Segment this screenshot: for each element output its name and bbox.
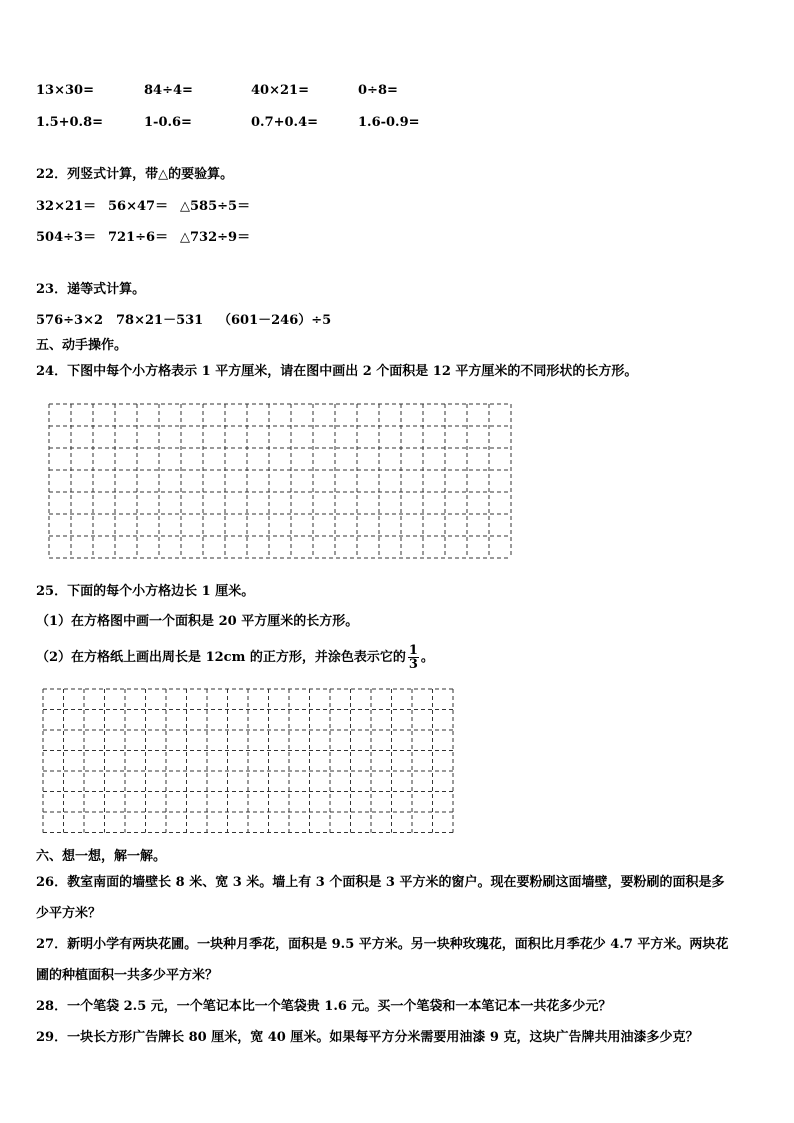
q27-line1: 27．新明小学有两块花圃。一块种月季花，面积是 9.5 平方米。另一块种玫瑰花，面积比月季花少 4.7 平方米。两块花 <box>36 937 729 952</box>
fraction-denominator: 3 <box>408 657 418 672</box>
q25-title: 25．下面的每个小方格边长 1 厘米。 <box>36 584 255 599</box>
mental-math-item: 40×21= <box>251 83 309 98</box>
mental-math-item: 0÷8= <box>358 83 398 98</box>
q22-item: 32×21＝ <box>36 199 97 214</box>
q22-item: 56×47＝ <box>108 199 169 214</box>
q26-line2: 少平方米？ <box>36 906 102 921</box>
section-heading: 五、动手操作。 <box>36 338 128 353</box>
mental-math-item: 13×30= <box>36 83 94 98</box>
q23-title: 23．递等式计算。 <box>36 282 146 297</box>
q28-text: 28．一个笔袋 2.5 元，一个笔记本比一个笔袋贵 1.6 元。买一个笔袋和一本笔记本一共花多少元？ <box>36 999 612 1014</box>
q27-line2: 圃的种植面积一共多少平方米？ <box>36 968 219 983</box>
q22-title: 22．列竖式计算，带△的要验算。 <box>36 167 234 182</box>
dashed-grid-25[interactable] <box>42 688 454 834</box>
q26-line1: 26．教室南面的墙壁长 8 米、宽 3 米。墙上有 3 个面积是 3 平方米的窗户。现在要粉刷这面墙壁，要粉刷的面积是多 <box>36 875 725 890</box>
q22-item: △585÷5＝ <box>180 199 251 214</box>
q23-item: 78×21－531 <box>116 313 204 328</box>
mental-math-item: 84÷4= <box>144 83 193 98</box>
mental-math-item: 0.7+0.4= <box>251 115 319 130</box>
mental-math-item: 1.6-0.9= <box>358 115 420 130</box>
mental-math-item: 1-0.6= <box>144 115 192 130</box>
q22-item: 721÷6＝ <box>108 230 169 245</box>
q25-part2-end: 。 <box>420 650 434 665</box>
q22-item: 504÷3＝ <box>36 230 97 245</box>
q23-item: （601－246）÷5 <box>218 313 332 328</box>
q25-part2-text: （2）在方格纸上画出周长是 12cm 的正方形，并涂色表示它的 <box>36 650 406 665</box>
q22-item: △732÷9＝ <box>180 230 251 245</box>
mental-math-item: 1.5+0.8= <box>36 115 104 130</box>
q23-item: 576÷3×2 <box>36 313 104 328</box>
q24-title: 24．下图中每个小方格表示 1 平方厘米，请在图中画出 2 个面积是 12 平方厘米的不同形状的长方形。 <box>36 364 638 379</box>
fraction-numerator: 1 <box>408 643 418 658</box>
dashed-grid-24[interactable] <box>48 403 516 560</box>
section-heading: 六、想一想，解一解。 <box>36 849 167 864</box>
fraction <box>408 644 419 671</box>
q29-text: 29．一块长方形广告牌长 80 厘米，宽 40 厘米。如果每平方分米需要用油漆 9 克，这块广告牌共用油漆多少克？ <box>36 1030 699 1045</box>
q25-part2 <box>36 642 434 674</box>
q25-part1: （1）在方格图中画一个面积是 20 平方厘米的长方形。 <box>36 614 359 629</box>
